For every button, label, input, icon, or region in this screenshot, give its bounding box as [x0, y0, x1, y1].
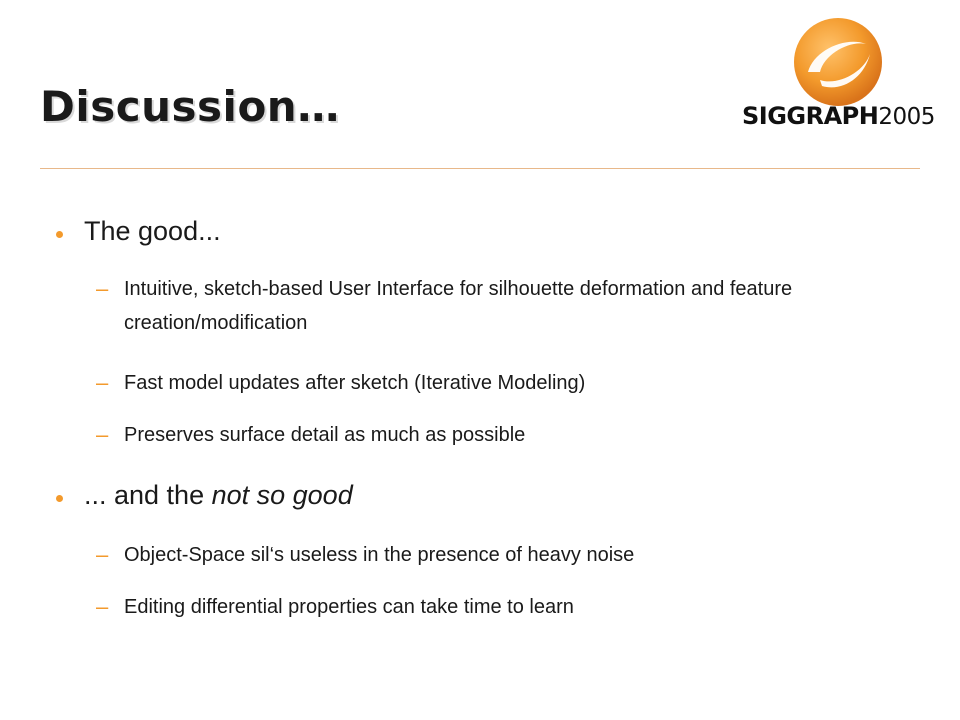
sub-bullet-text: Object-Space sil‘s useless in the presence of heavy noise: [124, 544, 635, 566]
bullet-icon: [56, 231, 63, 238]
dash-icon: –: [96, 422, 109, 447]
siggraph-logo-text: [742, 102, 935, 130]
slide-title: Discussion…: [40, 82, 340, 131]
sub-bullet-text: Editing differential properties can take time to learn: [124, 596, 574, 618]
dash-icon: –: [96, 370, 109, 395]
bullet-text: The good...: [84, 216, 221, 246]
title-divider: [40, 168, 920, 169]
bullet-text-emphasis: not so good: [211, 480, 353, 510]
bullet-icon: [56, 495, 63, 502]
dash-icon: –: [96, 542, 109, 567]
sub-bullet-text: Fast model updates after sketch (Iterative Modeling): [124, 372, 586, 394]
sub-bullet-text: Intuitive, sketch-based User Interface for silhouette deformation and feature creation/modification: [124, 278, 793, 334]
dash-icon: –: [96, 276, 109, 301]
bullet-text: [84, 480, 353, 511]
logo-brand: SIGGRAPH: [742, 102, 879, 130]
logo-year: 2005: [878, 104, 935, 130]
sub-bullet-text: Preserves surface detail as much as possible: [124, 424, 526, 446]
dash-icon: –: [96, 594, 109, 619]
bullet-text-prefix: ... and the: [84, 480, 212, 510]
